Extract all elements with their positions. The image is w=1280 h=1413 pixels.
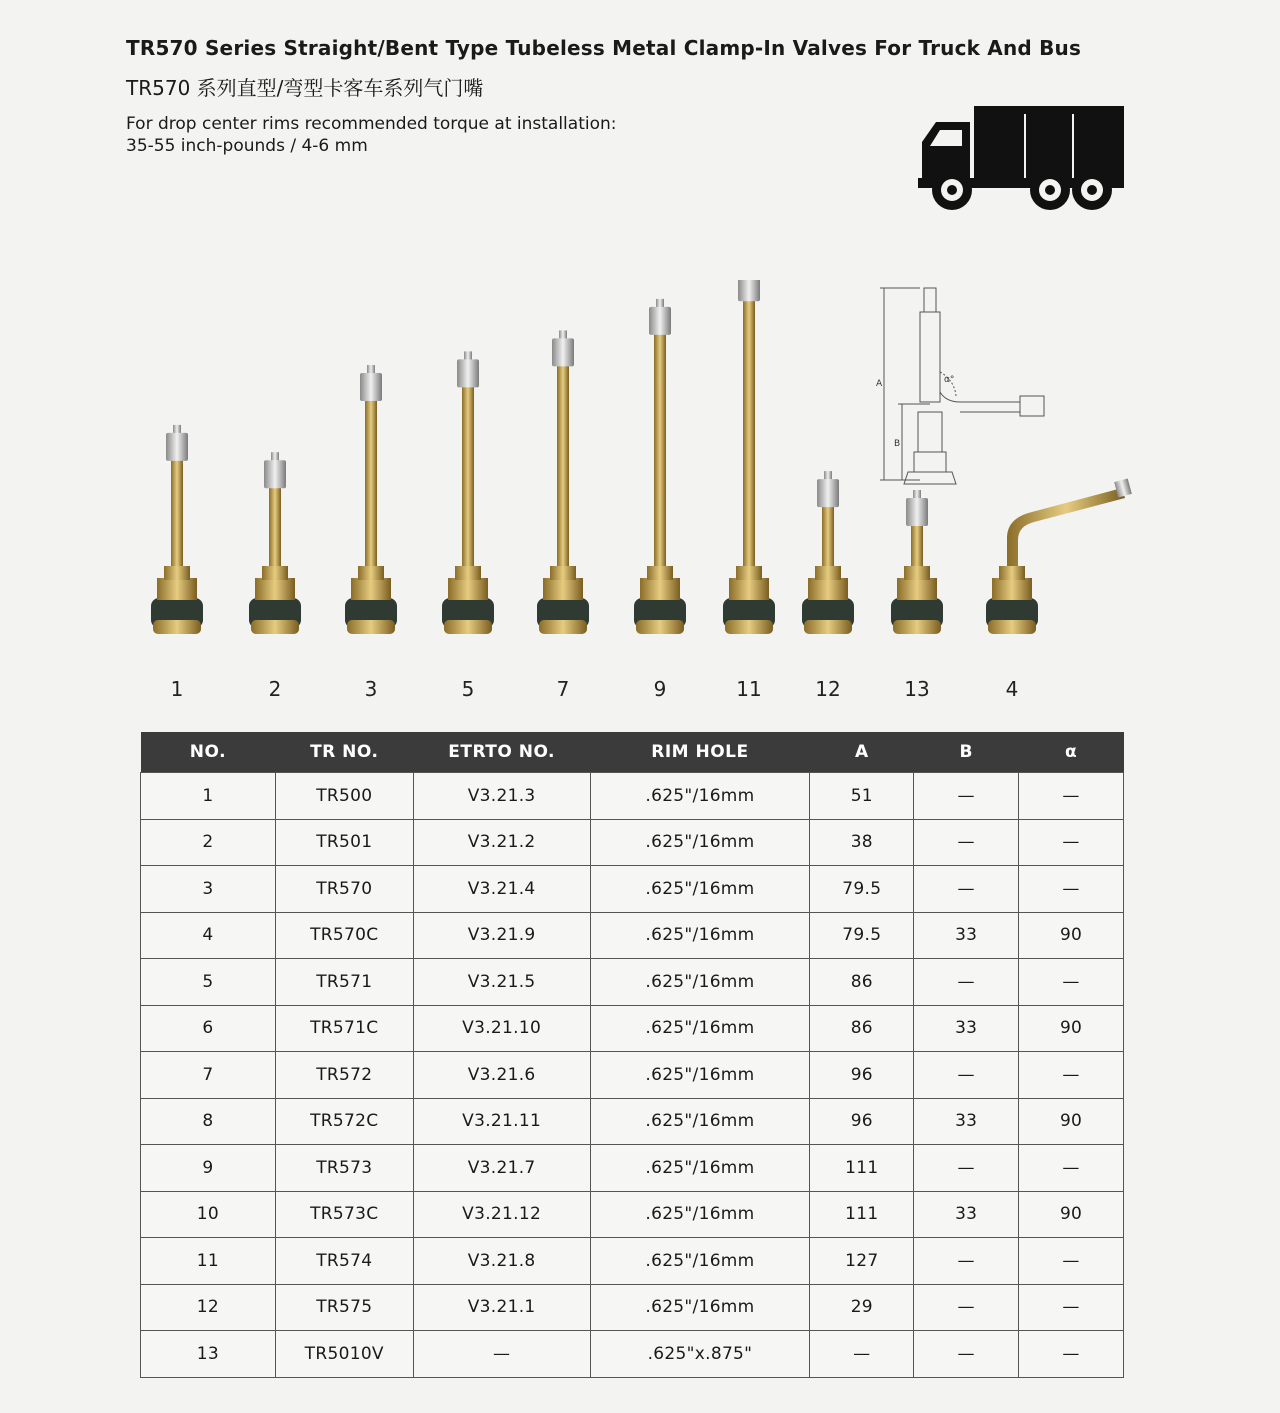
cell-tr-no: TR500: [275, 773, 413, 820]
cell-alpha: —: [1019, 866, 1124, 913]
header-tr-no: TR NO.: [275, 732, 413, 773]
cell-alpha: —: [1019, 959, 1124, 1006]
table-row: [141, 1284, 1124, 1331]
cell-rim-hole: .625"/16mm: [590, 1052, 810, 1099]
cell-tr-no: TR573: [275, 1145, 413, 1192]
cell-a: 79.5: [810, 866, 914, 913]
cell-a: 96: [810, 1098, 914, 1145]
table-row: [141, 773, 1124, 820]
valve-label: 9: [653, 677, 667, 701]
cell-tr-no: TR572C: [275, 1098, 413, 1145]
truck-icon: [918, 104, 1128, 212]
cell-etrto-no: V3.21.5: [413, 959, 590, 1006]
header-alpha: α: [1019, 732, 1124, 773]
cell-b: 33: [914, 912, 1019, 959]
cell-a: 86: [810, 1005, 914, 1052]
table-body: [141, 773, 1124, 1378]
cell-no: 6: [141, 1005, 276, 1052]
cell-etrto-no: V3.21.10: [413, 1005, 590, 1052]
table-row: [141, 1145, 1124, 1192]
cell-b: —: [914, 1145, 1019, 1192]
cell-b: —: [914, 773, 1019, 820]
valve-1: [151, 425, 203, 634]
cell-alpha: 90: [1019, 1005, 1124, 1052]
cell-tr-no: TR573C: [275, 1191, 413, 1238]
cell-tr-no: TR574: [275, 1238, 413, 1285]
cell-etrto-no: V3.21.1: [413, 1284, 590, 1331]
valve-lineup: [0, 280, 1280, 720]
cell-b: 33: [914, 1005, 1019, 1052]
cell-rim-hole: .625"/16mm: [590, 1284, 810, 1331]
cell-no: 7: [141, 1052, 276, 1099]
cell-rim-hole: .625"/16mm: [590, 1238, 810, 1285]
cell-b: —: [914, 1238, 1019, 1285]
table-row: [141, 959, 1124, 1006]
cell-b: —: [914, 959, 1019, 1006]
table-row: [141, 866, 1124, 913]
cell-b: —: [914, 1331, 1019, 1378]
cell-a: 38: [810, 819, 914, 866]
title-english: TR570 Series Straight/Bent Type Tubeless Metal Clamp-In Valves For Truck And Bus: [126, 36, 1082, 60]
torque-note: For drop center rims recommended torque at installation: 35-55 inch-pounds / 4-6 mm: [126, 114, 617, 156]
cell-no: 13: [141, 1331, 276, 1378]
cell-b: —: [914, 1052, 1019, 1099]
cell-no: 9: [141, 1145, 276, 1192]
cell-etrto-no: V3.21.11: [413, 1098, 590, 1145]
cell-no: 4: [141, 912, 276, 959]
valve-7: [537, 330, 589, 634]
valve-label: 4: [1005, 677, 1019, 701]
cell-alpha: 90: [1019, 912, 1124, 959]
cell-no: 3: [141, 866, 276, 913]
table-row: [141, 1098, 1124, 1145]
diagram-label-alpha: α°: [944, 375, 955, 385]
cell-etrto-no: V3.21.12: [413, 1191, 590, 1238]
valve-9: [634, 299, 686, 634]
cell-tr-no: TR575: [275, 1284, 413, 1331]
cell-alpha: —: [1019, 773, 1124, 820]
valve-label: 5: [461, 677, 475, 701]
cell-a: —: [810, 1331, 914, 1378]
cell-a: 86: [810, 959, 914, 1006]
table-row: [141, 819, 1124, 866]
cell-b: 33: [914, 1191, 1019, 1238]
valve-11: [723, 280, 775, 634]
cell-rim-hole: .625"/16mm: [590, 1191, 810, 1238]
cell-no: 10: [141, 1191, 276, 1238]
table-row: [141, 1005, 1124, 1052]
cell-tr-no: TR570: [275, 866, 413, 913]
cell-rim-hole: .625"/16mm: [590, 866, 810, 913]
header-no: NO.: [141, 732, 276, 773]
cell-no: 12: [141, 1284, 276, 1331]
valve-label: 3: [364, 677, 378, 701]
table-row: [141, 912, 1124, 959]
title-chinese: TR570 系列直型/弯型卡客车系列气门嘴: [126, 76, 484, 100]
cell-rim-hole: .625"/16mm: [590, 819, 810, 866]
cell-b: —: [914, 1284, 1019, 1331]
cell-no: 8: [141, 1098, 276, 1145]
valve-label: 13: [904, 677, 930, 701]
valve-5: [442, 351, 494, 634]
valve-label: 11: [736, 677, 762, 701]
cell-tr-no: TR5010V: [275, 1331, 413, 1378]
valve-label: 7: [556, 677, 570, 701]
valve-3: [345, 365, 397, 634]
cell-alpha: 90: [1019, 1098, 1124, 1145]
cell-a: 127: [810, 1238, 914, 1285]
cell-rim-hole: .625"/16mm: [590, 773, 810, 820]
valve-label: 1: [170, 677, 184, 701]
cell-rim-hole: .625"/16mm: [590, 1145, 810, 1192]
cell-no: 2: [141, 819, 276, 866]
valve-13: [891, 490, 943, 634]
cell-rim-hole: .625"/16mm: [590, 1098, 810, 1145]
diagram-label-a: A: [876, 379, 883, 389]
cell-tr-no: TR570C: [275, 912, 413, 959]
cell-b: —: [914, 866, 1019, 913]
valve-12: [802, 471, 854, 634]
cell-etrto-no: V3.21.7: [413, 1145, 590, 1192]
header-rim-hole: RIM HOLE: [590, 732, 810, 773]
table-row: [141, 1191, 1124, 1238]
cell-alpha: —: [1019, 1052, 1124, 1099]
cell-alpha: —: [1019, 1238, 1124, 1285]
table-header-row: [141, 732, 1124, 773]
cell-alpha: —: [1019, 819, 1124, 866]
cell-tr-no: TR572: [275, 1052, 413, 1099]
cell-etrto-no: V3.21.3: [413, 773, 590, 820]
cell-a: 96: [810, 1052, 914, 1099]
cell-etrto-no: V3.21.2: [413, 819, 590, 866]
cell-a: 51: [810, 773, 914, 820]
cell-rim-hole: .625"x.875": [590, 1331, 810, 1378]
cell-tr-no: TR571C: [275, 1005, 413, 1052]
valve-2: [249, 452, 301, 634]
cell-alpha: —: [1019, 1331, 1124, 1378]
cell-alpha: —: [1019, 1284, 1124, 1331]
valve-4: [986, 478, 1132, 634]
cell-a: 29: [810, 1284, 914, 1331]
cell-rim-hole: .625"/16mm: [590, 912, 810, 959]
cell-a: 111: [810, 1145, 914, 1192]
cell-tr-no: TR571: [275, 959, 413, 1006]
cell-rim-hole: .625"/16mm: [590, 1005, 810, 1052]
cell-tr-no: TR501: [275, 819, 413, 866]
diagram-label-b: B: [894, 439, 901, 449]
header-a: A: [810, 732, 914, 773]
cell-alpha: 90: [1019, 1191, 1124, 1238]
valve-spec-table: [140, 732, 1124, 1378]
table-row: [141, 1238, 1124, 1285]
cell-no: 11: [141, 1238, 276, 1285]
cell-alpha: —: [1019, 1145, 1124, 1192]
valve-label: 12: [815, 677, 841, 701]
cell-etrto-no: V3.21.6: [413, 1052, 590, 1099]
cell-b: —: [914, 819, 1019, 866]
cell-etrto-no: V3.21.9: [413, 912, 590, 959]
valve-label: 2: [268, 677, 282, 701]
table-row: [141, 1331, 1124, 1378]
cell-no: 1: [141, 773, 276, 820]
cell-b: 33: [914, 1098, 1019, 1145]
cell-etrto-no: —: [413, 1331, 590, 1378]
cell-a: 79.5: [810, 912, 914, 959]
cell-no: 5: [141, 959, 276, 1006]
header-etrto-no: ETRTO NO.: [413, 732, 590, 773]
cell-rim-hole: .625"/16mm: [590, 959, 810, 1006]
table-row: [141, 1052, 1124, 1099]
cell-a: 111: [810, 1191, 914, 1238]
header-b: B: [914, 732, 1019, 773]
cell-etrto-no: V3.21.4: [413, 866, 590, 913]
cell-etrto-no: V3.21.8: [413, 1238, 590, 1285]
